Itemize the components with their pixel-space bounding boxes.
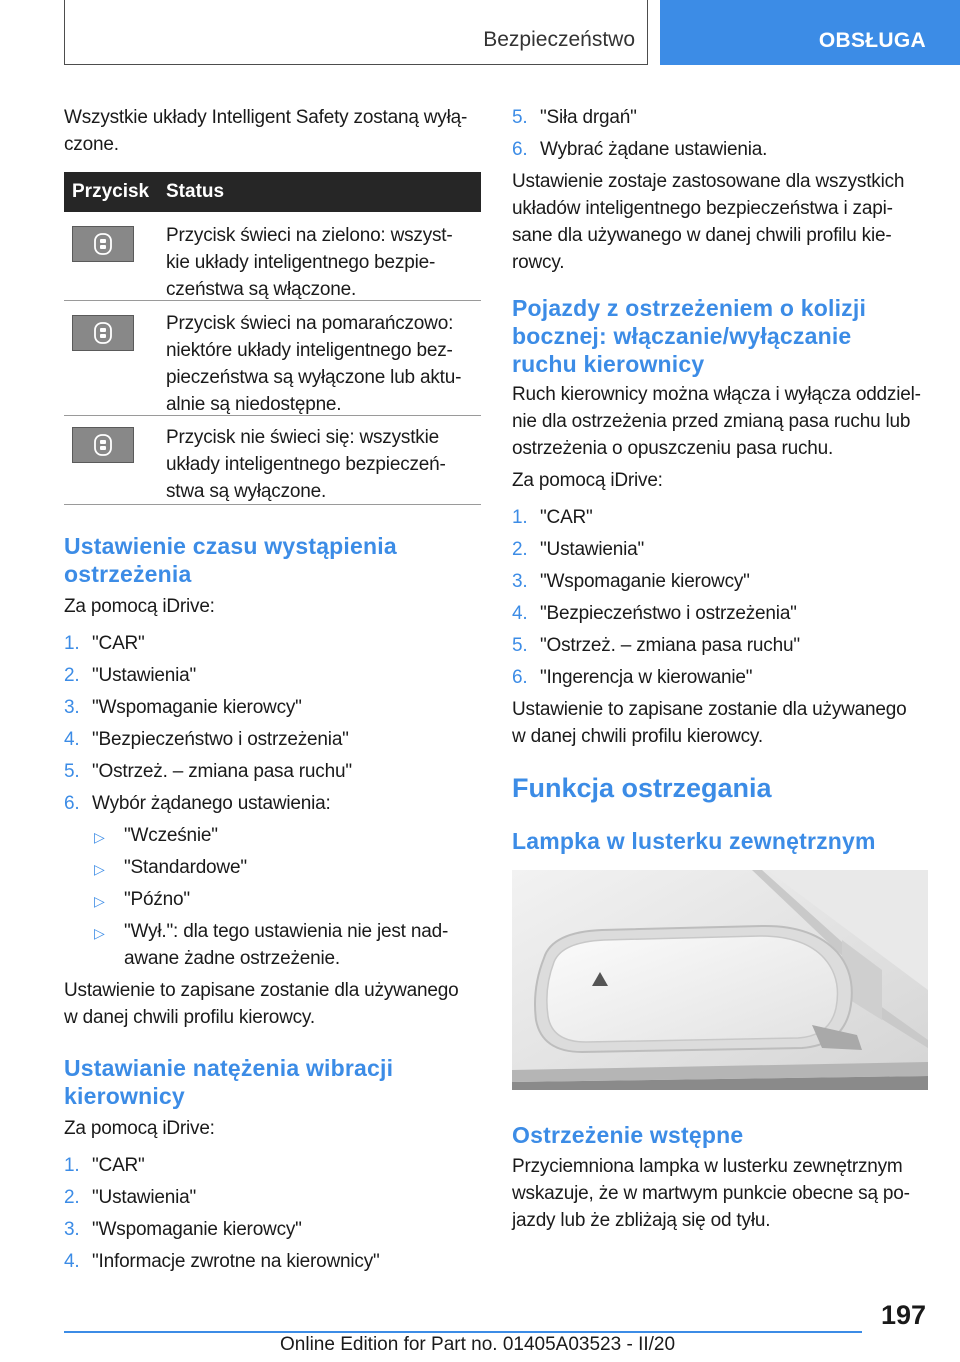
warning-heading: Funkcja ostrzegania bbox=[512, 773, 772, 803]
side-body: nie dla ostrzeżenia przed zmianą pasa ruchu lub bbox=[512, 411, 911, 432]
vibration-note: Ustawienie zostaje zastosowane dla wszystkich bbox=[512, 171, 905, 192]
vibration-note: układów inteligentnego bezpieczeństwa i zapi- bbox=[512, 198, 893, 219]
side-body: Ruch kierownicy można włącza i wyłącza oddziel- bbox=[512, 384, 921, 405]
side-mirror-image bbox=[512, 870, 928, 1090]
table-row-text: Przycisk świeci na zielono: wszyst- bbox=[166, 225, 453, 246]
option-continuation: awane żadne ostrzeżenie. bbox=[124, 948, 340, 969]
vibration-via: Za pomocą iDrive: bbox=[64, 1118, 215, 1139]
footer-edition: Online Edition for Part no. 01405A03523 - II/20 bbox=[280, 1334, 676, 1355]
triangle-bullet-icon: ▷ bbox=[94, 829, 105, 845]
pre-warning-body: jazdy lub że zbliżają się od tyłu. bbox=[512, 1210, 771, 1231]
vibration-heading-2: kierownicy bbox=[64, 1083, 185, 1109]
vibration-heading-1: Ustawianie natężenia wibracji bbox=[64, 1055, 394, 1081]
table-row-text: kie układy inteligentnego bezpie- bbox=[166, 252, 436, 273]
header-box bbox=[64, 0, 648, 65]
triangle-bullet-icon: ▷ bbox=[94, 861, 105, 877]
vibration-note: rowcy. bbox=[512, 252, 565, 273]
footer-divider bbox=[64, 1331, 862, 1333]
table-row-text: alnie są niedostępne. bbox=[166, 394, 342, 415]
side-note-1: Ustawienie to zapisane zostanie dla używanego bbox=[512, 699, 907, 720]
table-row bbox=[64, 416, 481, 505]
timing-via: Za pomocą iDrive: bbox=[64, 596, 215, 617]
timing-note-2: w danej chwili profilu kierowcy. bbox=[64, 1007, 315, 1028]
table-row-text: pieczeństwa są wyłączone lub aktu- bbox=[166, 367, 462, 388]
side-note-2: w danej chwili profilu kierowcy. bbox=[512, 726, 763, 747]
table-row bbox=[64, 301, 481, 416]
pre-warning-heading: Ostrzeżenie wstępne bbox=[512, 1122, 744, 1148]
warning-subheading: Lampka w lusterku zewnętrznym bbox=[512, 828, 876, 854]
table-row-text: stwa są wyłączone. bbox=[166, 481, 327, 502]
table-header-button: Przycisk bbox=[72, 181, 150, 202]
side-via: Za pomocą iDrive: bbox=[512, 470, 663, 491]
table-row bbox=[64, 212, 481, 301]
timing-heading-2: ostrzeżenia bbox=[64, 561, 192, 587]
header-section-title: Bezpieczeństwo bbox=[483, 28, 635, 51]
vibration-note: sane dla używanego w danej chwili profilu kie- bbox=[512, 225, 892, 246]
page-number: 197 bbox=[880, 1300, 926, 1330]
header-tab-label: OBSŁUGA bbox=[818, 29, 926, 52]
side-body: ostrzeżenia o opuszczeniu pasa ruchu. bbox=[512, 438, 834, 459]
safety-button-icon bbox=[72, 427, 134, 463]
side-heading: Pojazdy z ostrzeżeniem o kolizji bbox=[512, 295, 867, 321]
triangle-bullet-icon: ▷ bbox=[94, 893, 105, 909]
table-header bbox=[64, 172, 481, 212]
table-row-text: niektóre układy inteligentnego bez- bbox=[166, 340, 453, 361]
triangle-bullet-icon: ▷ bbox=[94, 925, 105, 941]
table-row-text: układy inteligentnego bezpieczeń- bbox=[166, 454, 446, 475]
safety-button-icon bbox=[72, 226, 134, 262]
header-tab bbox=[660, 0, 960, 65]
button-status-table bbox=[64, 172, 481, 505]
pre-warning-body: Przyciemniona lampka w lusterku zewnętrznym bbox=[512, 1156, 903, 1177]
side-heading: ruchu kierownicy bbox=[512, 351, 705, 377]
intro-line-1: Wszystkie układy Intelligent Safety zostaną wyłą- bbox=[64, 107, 468, 128]
table-row-text: Przycisk świeci na pomarańczowo: bbox=[166, 313, 454, 334]
timing-note-1: Ustawienie to zapisane zostanie dla używanego bbox=[64, 980, 459, 1001]
table-header-status: Status bbox=[166, 181, 225, 202]
intro-line-2: czone. bbox=[64, 134, 119, 155]
table-row-text: Przycisk nie świeci się: wszystkie bbox=[166, 427, 439, 448]
side-heading: bocznej: włączanie/wyłączanie bbox=[512, 323, 852, 349]
safety-button-icon bbox=[72, 315, 134, 351]
pre-warning-body: wskazuje, że w martwym punkcie obecne są po- bbox=[512, 1183, 910, 1204]
table-row-text: czeństwa są włączone. bbox=[166, 279, 357, 300]
timing-heading-1: Ustawienie czasu wystąpienia bbox=[64, 533, 397, 559]
